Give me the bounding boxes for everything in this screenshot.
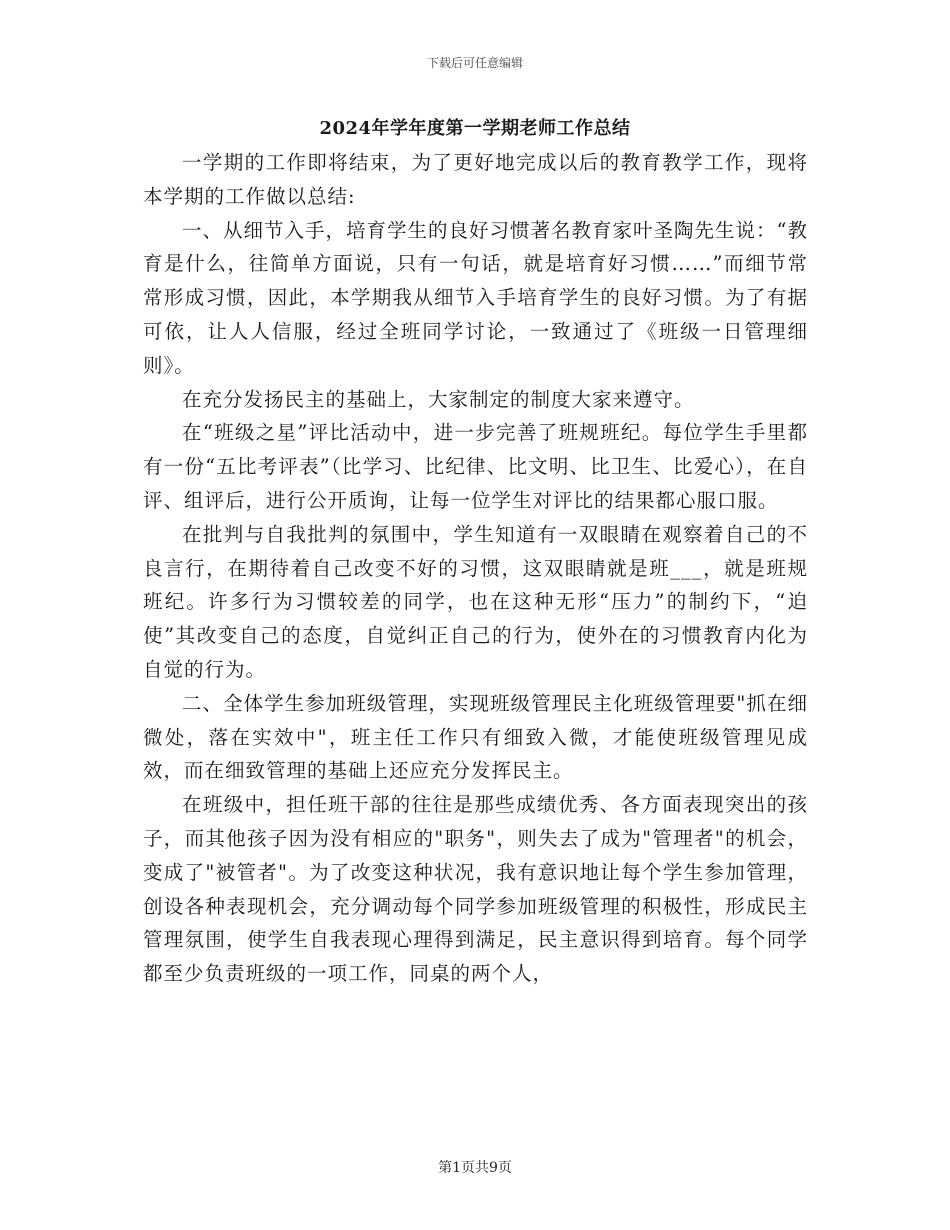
paragraph-class-star: 在“班级之星”评比活动中，进一步完善了班规班纪。每位学生手里都有一份“五比考评表”（比学习、比纪律、比文明、比卫生、比爱心），在自评、组评后，进行公开质询，让每一位学生对评比的结果都心服口服。 [143,421,808,512]
document-body [143,146,808,991]
paragraph-management: 二、全体学生参加班级管理，实现班级管理民主化班级管理要"抓在细微处，落在实效中"，班主任工作只有细致入微，才能使班级管理见成效，而在细致管理的基础上还应充分发挥民主。 [143,691,808,783]
paragraph-habits: 一、从细节入手，培育学生的良好习惯著名教育家叶圣陶先生说：“教育是什么，往简单方面说，只有一句话，就是培育好习惯……”而细节常常形成习惯，因此，本学期我从细节入手培育学生的良好习惯。为了有据可依，让人人信服，经过全班同学讨论，一致通过了《班级一日管理细则》。 [143,218,808,377]
paragraph-criticism: 在批判与自我批判的氛围中，学生知道有一双眼睛在观察着自己的不良言行，在期待着自己改变不好的习惯，这双眼睛就是班___，就是班规班纪。许多行为习惯较差的同学，也在这种无形“压力”的制约下，“迫使”其改变自己的态度，自觉纠正自己的行为，使外在的习惯教育内化为自觉的行为。 [143,522,808,681]
document-title: 2024年学年度第一学期老师工作总结 [319,118,631,139]
page-number: 第1页共9页 [438,1160,512,1176]
paragraph-intro: 一学期的工作即将结束，为了更好地完成以后的教育教学工作，现将本学期的工作做以总结: [143,151,808,208]
header-note: 下载后可任意编辑 [426,56,523,70]
paragraph-democracy: 在充分发扬民主的基础上，大家制定的制度大家来遵守。 [182,387,695,411]
paragraph-cadres: 在班级中，担任班干部的往往是那些成绩优秀、各方面表现突出的孩子，而其他孩子因为没有相应的"职务"，则失去了成为"管理者"的机会，变成了"被管者"。为了改变这种状况，我有意识地让每个学生参加管理，创设各种表现机会，充分调动每个同学参加班级管理的积极性，形成民主管理氛围，使学生自我表现心理得到满足，民主意识得到培育。每个同学都至少负责班级的一项工作，同桌的两个人， [143,793,808,986]
